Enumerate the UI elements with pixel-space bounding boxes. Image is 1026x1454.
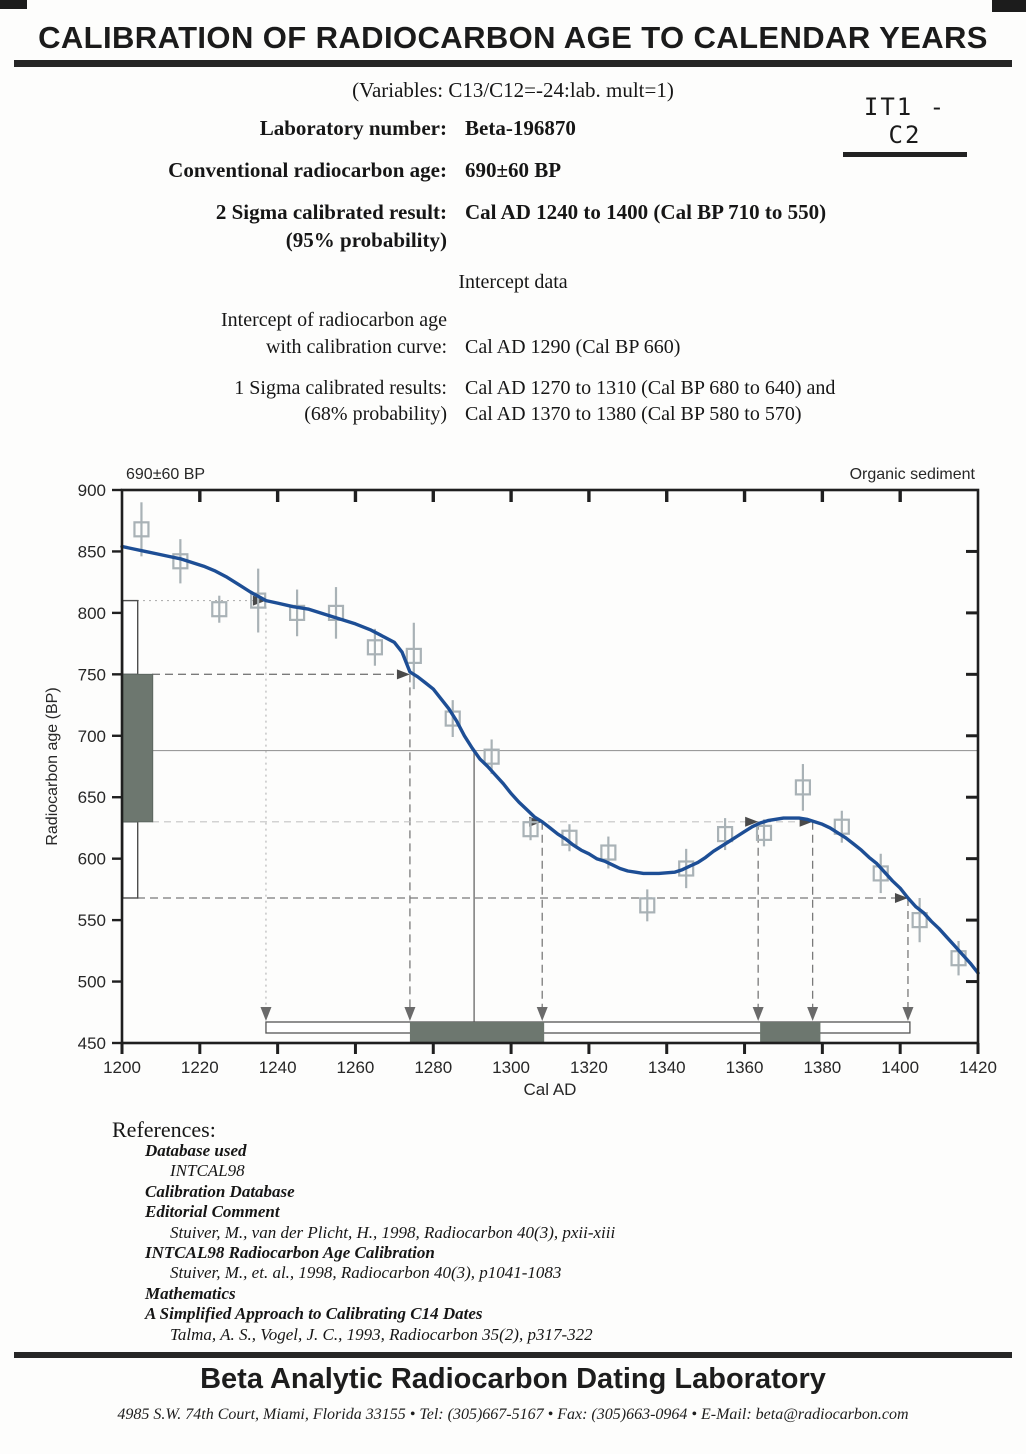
y-tick-label: 550: [77, 911, 106, 931]
reference-citation: INTCAL98: [170, 1161, 245, 1181]
variables-line: (Variables: C13/C12=-24:lab. mult=1): [352, 78, 674, 102]
axis-drop-arrow: [260, 1007, 271, 1021]
x-tick-label: 1240: [258, 1058, 297, 1077]
conventional-age-label: Conventional radiocarbon age:: [168, 158, 447, 182]
x-tick-label: 1340: [647, 1058, 686, 1077]
x-tick-label: 1280: [414, 1058, 453, 1077]
one-sigma-sublabel: (68% probability): [304, 403, 447, 425]
scan-artifact: [992, 0, 1026, 12]
one-sigma-range-bar: [410, 1022, 544, 1042]
x-tick-label: 1400: [881, 1058, 920, 1077]
y-tick-label: 850: [77, 542, 106, 562]
reference-title: Calibration Database: [145, 1181, 295, 1201]
axis-drop-arrow: [537, 1007, 548, 1021]
two-sigma-age-box-upper: [123, 601, 138, 675]
intercept-label-line1: Intercept of radiocarbon age: [221, 309, 447, 331]
two-sigma-sublabel: (95% probability): [285, 228, 447, 252]
intercept-heading: Intercept data: [458, 271, 568, 293]
one-sigma-range-bar: [760, 1022, 820, 1042]
x-tick-label: 1220: [180, 1058, 219, 1077]
page-title: CALIBRATION OF RADIOCARBON AGE TO CALENDAR YEARS: [38, 20, 988, 55]
reference-citation: Stuiver, M., van der Plicht, H., 1998, Radiocarbon 40(3), pxii-xiii: [170, 1222, 616, 1242]
two-sigma-age-box-lower: [123, 822, 138, 898]
lab-address: 4985 S.W. 74th Court, Miami, Florida 33155 • Tel: (305)667-5167 • Fax: (305)663-0964 • E-Mail: beta@radiocarbon.com: [117, 1406, 909, 1423]
x-tick-label: 1200: [103, 1058, 141, 1077]
calibration-chart: [0, 455, 1026, 1105]
x-tick-label: 1260: [336, 1058, 375, 1077]
title-rule: [14, 60, 1012, 67]
y-tick-label: 500: [77, 972, 106, 992]
reference-citation: Talma, A. S., Vogel, J. C., 1993, Radiocarbon 35(2), p317-322: [170, 1324, 593, 1344]
x-tick-label: 1420: [959, 1058, 997, 1077]
x-tick-label: 1300: [492, 1058, 531, 1077]
reference-title: INTCAL98 Radiocarbon Age Calibration: [145, 1243, 435, 1263]
reference-title: Database used: [145, 1141, 247, 1160]
intercept-value: Cal AD 1290 (Cal BP 660): [465, 336, 681, 358]
lab-number-value: Beta-196870: [465, 116, 576, 140]
axis-drop-arrow: [753, 1007, 764, 1021]
y-tick-label: 750: [77, 665, 106, 685]
one-sigma-label: 1 Sigma calibrated results:: [234, 377, 447, 399]
sample-code: IT1 - C2: [843, 93, 967, 157]
two-sigma-value: Cal AD 1240 to 1400 (Cal BP 710 to 550): [465, 200, 827, 224]
y-tick-label: 700: [77, 726, 106, 746]
x-tick-label: 1320: [569, 1058, 608, 1077]
reference-title: Mathematics: [145, 1283, 236, 1303]
y-tick-label: 600: [77, 849, 106, 869]
axis-drop-arrow: [807, 1007, 818, 1021]
footer-rule: [14, 1352, 1012, 1358]
y-axis-title: Radiocarbon age (BP): [44, 687, 61, 846]
reference-citation: Stuiver, M., et. al., 1998, Radiocarbon 40(3), p1041-1083: [170, 1263, 562, 1283]
conventional-age-value: 690±60 BP: [465, 158, 562, 182]
y-tick-label: 900: [77, 481, 106, 500]
y-tick-label: 650: [77, 788, 106, 808]
plot-frame: [122, 490, 978, 1043]
intercept-label-line2: with calibration curve:: [265, 336, 447, 358]
one-sigma-value-line1: Cal AD 1270 to 1310 (Cal BP 680 to 640) and: [465, 377, 836, 399]
chart-age-label: 690±60 BP: [126, 466, 206, 483]
x-axis-title: Cal AD: [523, 1080, 577, 1099]
lab-number-label: Laboratory number:: [259, 116, 447, 140]
x-tick-label: 1360: [725, 1058, 764, 1077]
lab-name: Beta Analytic Radiocarbon Dating Laboratory: [200, 1363, 826, 1395]
two-sigma-label: 2 Sigma calibrated result:: [215, 200, 447, 224]
axis-drop-arrow: [404, 1007, 415, 1021]
reference-title: A Simplified Approach to Calibrating C14 Dates: [145, 1304, 483, 1324]
x-tick-label: 1380: [803, 1058, 842, 1077]
references-heading: References:: [112, 1117, 216, 1142]
scan-artifact: [0, 0, 27, 9]
calibration-curve: [122, 547, 978, 974]
axis-drop-arrow: [902, 1007, 913, 1021]
one-sigma-age-box: [123, 674, 153, 821]
one-sigma-value-line2: Cal AD 1370 to 1380 (Cal BP 580 to 570): [465, 403, 802, 425]
y-tick-label: 450: [77, 1034, 106, 1053]
y-tick-label: 800: [77, 603, 106, 623]
reference-list: [145, 1141, 615, 1345]
reference-title: Editorial Comment: [145, 1202, 280, 1222]
chart-material-label: Organic sediment: [849, 466, 975, 483]
